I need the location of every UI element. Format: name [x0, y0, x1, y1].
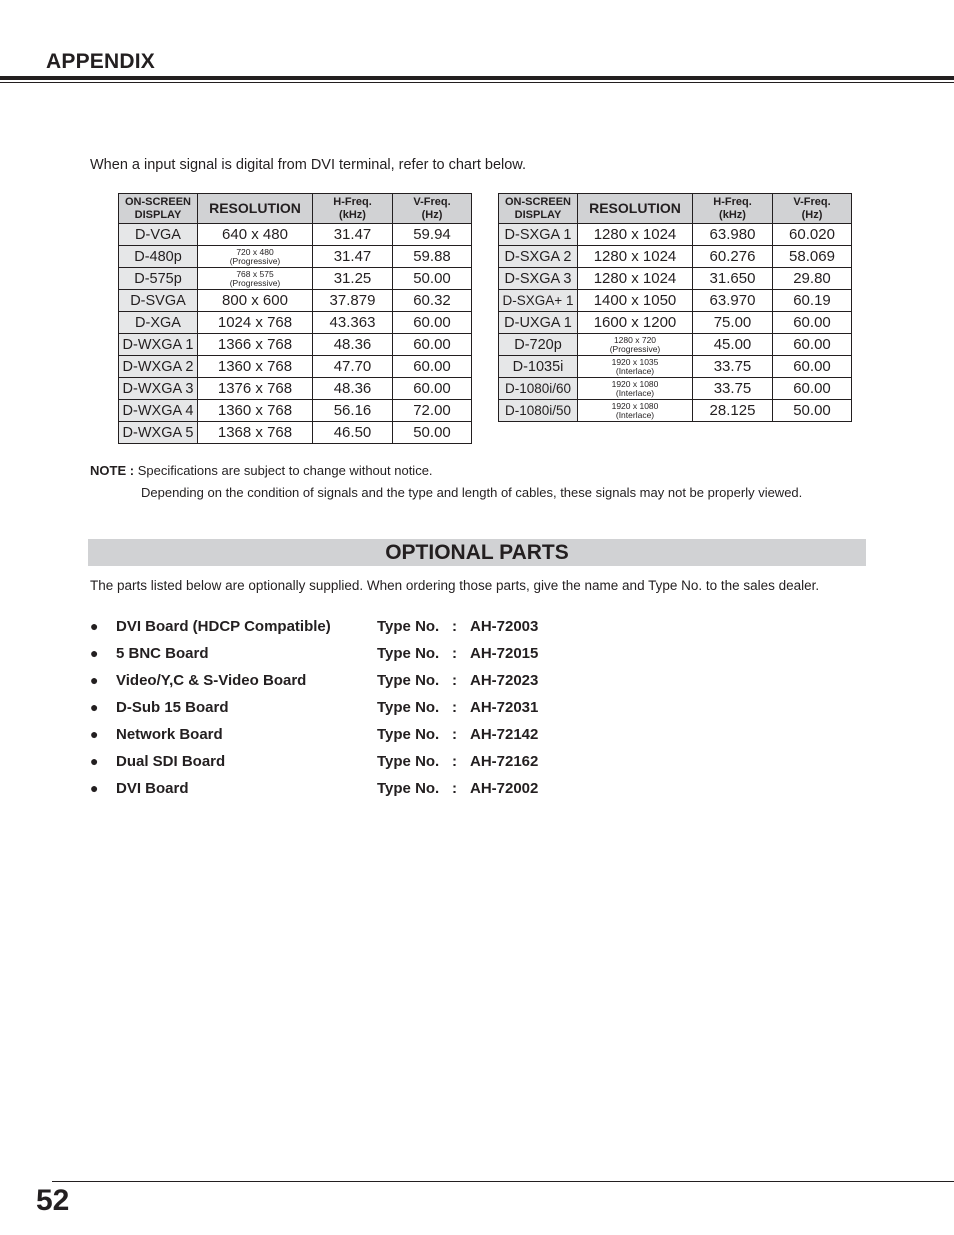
cell-vfreq: 60.00 [773, 378, 852, 400]
cell-display: D-SXGA 3 [499, 268, 578, 290]
scan-type-note: (Progressive) [609, 343, 661, 354]
cell-hfreq: 60.276 [693, 246, 773, 268]
part-name: D-Sub 15 Board [116, 699, 229, 716]
dvi-signal-table-left [118, 193, 472, 444]
bullet-icon: ● [90, 780, 99, 796]
cell-hfreq: 47.70 [313, 356, 393, 378]
note-text: Specifications are subject to change without notice. [137, 463, 433, 478]
col-header-hfreq: H-Freq. (kHz) [313, 194, 393, 224]
dvi-intro-text: When a input signal is digital from DVI terminal, refer to chart below. [90, 157, 526, 173]
cell-display: D-WXGA 4 [119, 400, 198, 422]
type-number: AH-72142 [470, 726, 539, 743]
bullet-icon: ● [90, 618, 99, 634]
cell-vfreq: 29.80 [773, 268, 852, 290]
cell-resolution: 1360 x 768 [198, 400, 313, 422]
header-rule [0, 76, 954, 80]
cell-vfreq: 60.00 [773, 312, 852, 334]
bullet-icon: ● [90, 645, 99, 661]
type-colon: : [452, 726, 457, 743]
section-title: APPENDIX [46, 50, 155, 73]
table-row [119, 400, 472, 422]
cell-vfreq: 60.00 [773, 356, 852, 378]
cell-vfreq: 60.020 [773, 224, 852, 246]
cell-resolution: 1400 x 1050 [578, 290, 693, 312]
table-header-row [499, 194, 852, 224]
cell-vfreq: 60.00 [393, 312, 472, 334]
table-row [499, 356, 852, 378]
type-colon: : [452, 753, 457, 770]
note-line-1 [90, 463, 433, 478]
optional-parts-intro: The parts listed below are optionally supplied. When ordering those parts, give the name and Type No. to the sales dealer. [90, 578, 820, 593]
cell-hfreq: 48.36 [313, 378, 393, 400]
table-row [499, 290, 852, 312]
col-header-vfreq: V-Freq. (Hz) [773, 194, 852, 224]
cell-display: D-SVGA [119, 290, 198, 312]
table-row [499, 246, 852, 268]
type-number: AH-72031 [470, 699, 539, 716]
table-row [119, 246, 472, 268]
note-line-2: Depending on the condition of signals and the type and length of cables, these signals may not be properly viewed. [141, 485, 803, 500]
header-rule-thin [0, 82, 954, 83]
col-header-display: ON-SCREEN DISPLAY [119, 194, 198, 224]
cell-display: D-1035i [499, 356, 578, 378]
cell-resolution [578, 334, 693, 356]
type-number: AH-72003 [470, 618, 539, 635]
resolution-small: 768 x 575 [236, 268, 274, 279]
cell-hfreq: 31.650 [693, 268, 773, 290]
cell-vfreq: 60.32 [393, 290, 472, 312]
table-row [119, 224, 472, 246]
cell-vfreq: 50.00 [773, 400, 852, 422]
table-row [499, 312, 852, 334]
cell-display: D-575p [119, 268, 198, 290]
table-row [119, 312, 472, 334]
cell-resolution [578, 356, 693, 378]
cell-resolution [198, 246, 313, 268]
cell-display: D-VGA [119, 224, 198, 246]
cell-resolution: 1376 x 768 [198, 378, 313, 400]
cell-hfreq: 31.47 [313, 246, 393, 268]
cell-display: D-SXGA+ 1 [499, 290, 578, 312]
table-row [119, 290, 472, 312]
cell-hfreq: 28.125 [693, 400, 773, 422]
type-colon: : [452, 780, 457, 797]
cell-display: D-WXGA 5 [119, 422, 198, 444]
cell-hfreq: 63.970 [693, 290, 773, 312]
cell-display: D-SXGA 2 [499, 246, 578, 268]
cell-display: D-SXGA 1 [499, 224, 578, 246]
type-label: Type No. [377, 780, 440, 797]
resolution-small: 1920 x 1080 [611, 378, 659, 389]
part-name: DVI Board [116, 780, 189, 797]
table-row [119, 378, 472, 400]
cell-vfreq: 60.00 [393, 378, 472, 400]
part-name: Network Board [116, 726, 223, 743]
note-label: NOTE : [90, 463, 135, 478]
part-name: Video/Y,C & S-Video Board [116, 672, 307, 689]
scan-type-note: (Interlace) [615, 387, 655, 398]
cell-hfreq: 31.25 [313, 268, 393, 290]
cell-hfreq: 37.879 [313, 290, 393, 312]
cell-vfreq: 59.88 [393, 246, 472, 268]
cell-vfreq: 72.00 [393, 400, 472, 422]
table-row [119, 334, 472, 356]
bullet-icon: ● [90, 753, 99, 769]
scan-type-note: (Interlace) [615, 365, 655, 376]
type-number: AH-72015 [470, 645, 539, 662]
cell-hfreq: 75.00 [693, 312, 773, 334]
cell-display: D-WXGA 2 [119, 356, 198, 378]
bullet-icon: ● [90, 726, 99, 742]
table-row [499, 268, 852, 290]
resolution-small: 1280 x 720 [613, 334, 657, 345]
cell-resolution: 1280 x 1024 [578, 268, 693, 290]
cell-hfreq: 45.00 [693, 334, 773, 356]
part-name: Dual SDI Board [116, 753, 226, 770]
type-label: Type No. [377, 753, 440, 770]
cell-display: D-480p [119, 246, 198, 268]
type-label: Type No. [377, 618, 440, 635]
type-label: Type No. [377, 699, 440, 716]
optional-parts-title: OPTIONAL PARTS [385, 541, 569, 564]
cell-resolution [578, 400, 693, 422]
cell-resolution: 1280 x 1024 [578, 224, 693, 246]
part-name: 5 BNC Board [116, 645, 209, 662]
cell-resolution: 1360 x 768 [198, 356, 313, 378]
cell-vfreq: 60.00 [393, 334, 472, 356]
bullet-icon: ● [90, 672, 99, 688]
table-body [499, 224, 852, 422]
resolution-small: 1920 x 1035 [611, 356, 659, 367]
dvi-signal-table-right [498, 193, 852, 422]
type-label: Type No. [377, 672, 440, 689]
scan-type-note: (Progressive) [229, 277, 281, 288]
cell-hfreq: 46.50 [313, 422, 393, 444]
cell-display: D-1080i/60 [499, 378, 578, 400]
cell-hfreq: 43.363 [313, 312, 393, 334]
cell-display: D-UXGA 1 [499, 312, 578, 334]
cell-resolution: 640 x 480 [198, 224, 313, 246]
cell-vfreq: 60.00 [393, 356, 472, 378]
cell-hfreq: 56.16 [313, 400, 393, 422]
cell-vfreq: 60.19 [773, 290, 852, 312]
type-colon: : [452, 699, 457, 716]
cell-resolution: 800 x 600 [198, 290, 313, 312]
cell-hfreq: 33.75 [693, 356, 773, 378]
table-row [119, 356, 472, 378]
cell-resolution: 1366 x 768 [198, 334, 313, 356]
type-colon: : [452, 645, 457, 662]
col-header-vfreq: V-Freq. (Hz) [393, 194, 472, 224]
table-row [499, 334, 852, 356]
part-name: DVI Board (HDCP Compatible) [116, 618, 331, 635]
cell-resolution: 1024 x 768 [198, 312, 313, 334]
col-header-display: ON-SCREEN DISPLAY [499, 194, 578, 224]
cell-vfreq: 58.069 [773, 246, 852, 268]
table-row [119, 268, 472, 290]
table-row [119, 422, 472, 444]
type-label: Type No. [377, 645, 440, 662]
cell-display: D-WXGA 3 [119, 378, 198, 400]
cell-resolution [578, 378, 693, 400]
optional-parts-banner [88, 539, 866, 566]
cell-resolution: 1368 x 768 [198, 422, 313, 444]
table-row [499, 378, 852, 400]
cell-hfreq: 48.36 [313, 334, 393, 356]
type-number: AH-72023 [470, 672, 539, 689]
cell-vfreq: 50.00 [393, 422, 472, 444]
cell-hfreq: 63.980 [693, 224, 773, 246]
type-label: Type No. [377, 726, 440, 743]
type-colon: : [452, 672, 457, 689]
table-row [499, 224, 852, 246]
scan-type-note: (Interlace) [615, 409, 655, 420]
cell-display: D-1080i/50 [499, 400, 578, 422]
page-number: 52 [36, 1184, 70, 1217]
type-number: AH-72162 [470, 753, 539, 770]
col-header-resolution: RESOLUTION [578, 194, 693, 224]
cell-hfreq: 31.47 [313, 224, 393, 246]
type-colon: : [452, 618, 457, 635]
footer-rule [52, 1181, 954, 1182]
resolution-small: 720 x 480 [236, 246, 274, 257]
cell-display: D-XGA [119, 312, 198, 334]
col-header-resolution: RESOLUTION [198, 194, 313, 224]
table-header-row [119, 194, 472, 224]
cell-vfreq: 60.00 [773, 334, 852, 356]
scan-type-note: (Progressive) [229, 255, 281, 266]
type-number: AH-72002 [470, 780, 539, 797]
cell-vfreq: 59.94 [393, 224, 472, 246]
cell-vfreq: 50.00 [393, 268, 472, 290]
cell-display: D-WXGA 1 [119, 334, 198, 356]
cell-resolution: 1280 x 1024 [578, 246, 693, 268]
table-row [499, 400, 852, 422]
cell-resolution: 1600 x 1200 [578, 312, 693, 334]
cell-resolution [198, 268, 313, 290]
cell-display: D-720p [499, 334, 578, 356]
bullet-icon: ● [90, 699, 99, 715]
cell-hfreq: 33.75 [693, 378, 773, 400]
resolution-small: 1920 x 1080 [611, 400, 659, 411]
table-body [119, 224, 472, 444]
col-header-hfreq: H-Freq. (kHz) [693, 194, 773, 224]
